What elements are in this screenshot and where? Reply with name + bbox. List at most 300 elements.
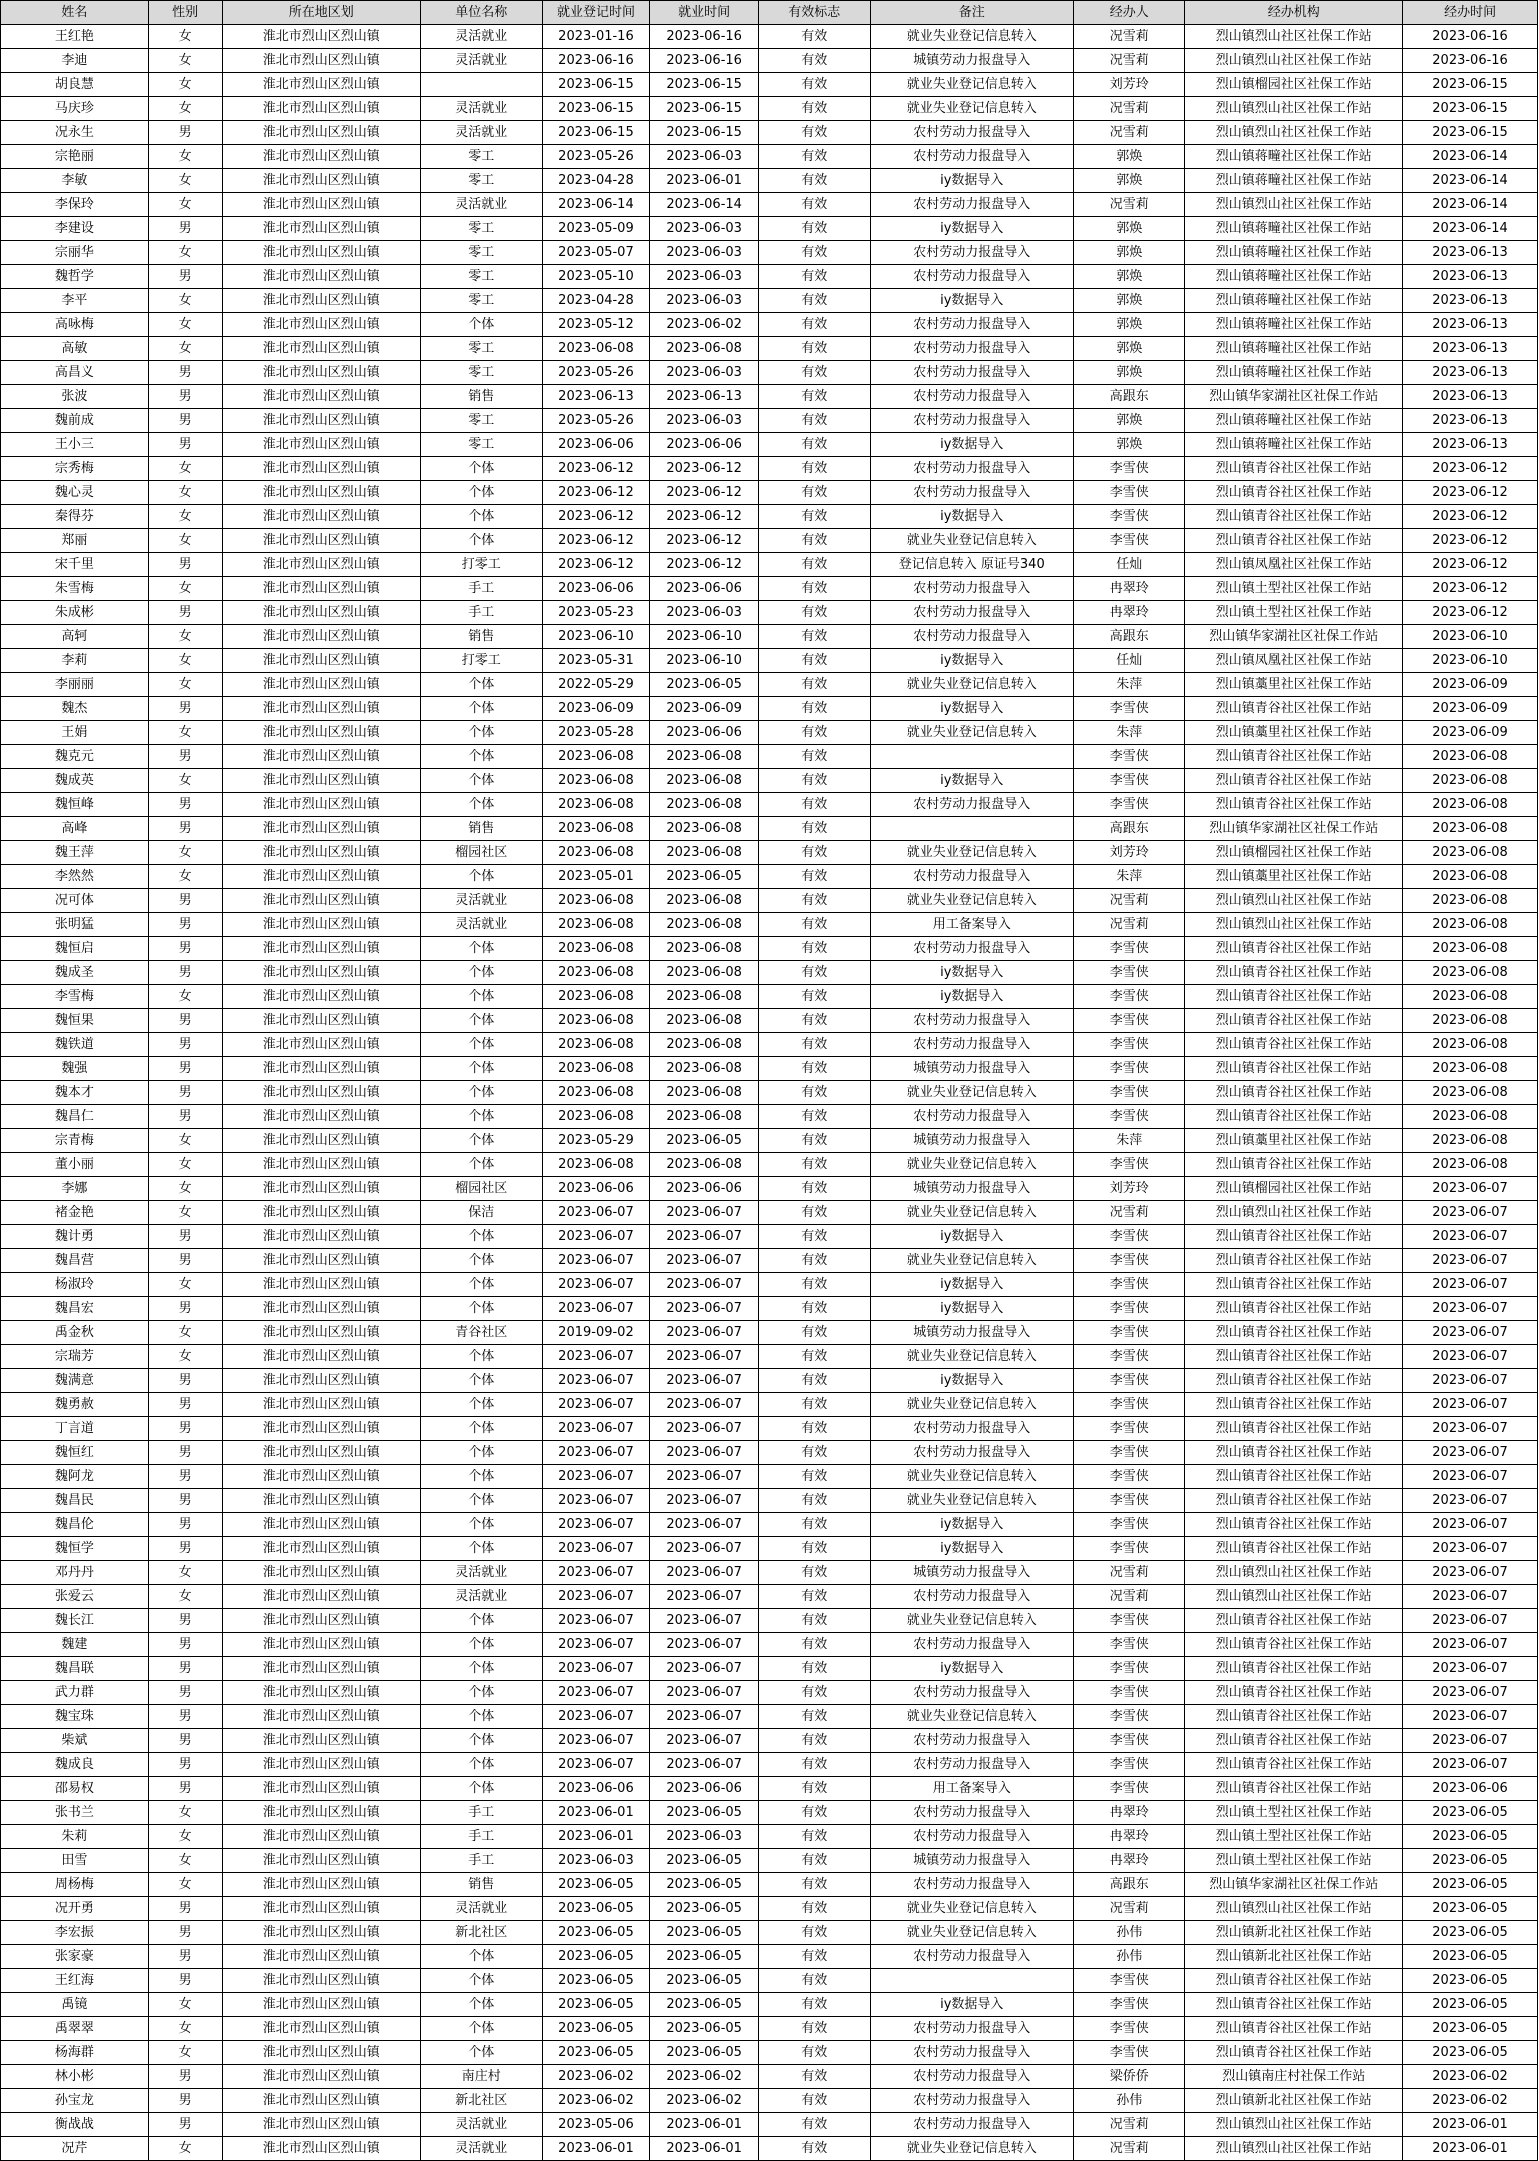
cell-agency: 烈山镇青谷社区社保工作站 [1185, 1657, 1403, 1681]
table-row [1, 1249, 1538, 1273]
cell-handled-date: 2023-06-07 [1403, 1249, 1538, 1273]
cell-agency: 烈山镇藁里社区社保工作站 [1185, 865, 1403, 889]
table-row [1, 313, 1538, 337]
cell-handler: 李雪侠 [1073, 1321, 1184, 1345]
cell-employment-date: 2023-06-02 [650, 2089, 759, 2113]
cell-unit-name: 个体 [420, 673, 542, 697]
cell-unit-name: 个体 [420, 1033, 542, 1057]
cell-agency: 烈山镇青谷社区社保工作站 [1185, 457, 1403, 481]
cell-district: 淮北市烈山区烈山镇 [222, 73, 420, 97]
table-row [1, 2113, 1538, 2137]
cell-valid-flag: 有效 [759, 1633, 870, 1657]
cell-remarks: 就业失业登记信息转入 [870, 1345, 1073, 1369]
table-row [1, 1417, 1538, 1441]
table-row [1, 289, 1538, 313]
cell-handler: 郭焕 [1073, 217, 1184, 241]
cell-registration-date: 2023-06-08 [542, 841, 650, 865]
cell-handler: 冉翠玲 [1073, 601, 1184, 625]
cell-gender: 女 [148, 2041, 222, 2065]
cell-district: 淮北市烈山区烈山镇 [222, 529, 420, 553]
cell-name: 衡战战 [1, 2113, 149, 2137]
cell-remarks: 城镇劳动力报盘导入 [870, 1057, 1073, 1081]
cell-handled-date: 2023-06-07 [1403, 1729, 1538, 1753]
cell-name: 武力群 [1, 1681, 149, 1705]
cell-agency: 烈山镇新北社区社保工作站 [1185, 1945, 1403, 1969]
cell-unit-name: 个体 [420, 1297, 542, 1321]
cell-remarks: iy数据导入 [870, 649, 1073, 673]
cell-employment-date: 2023-06-10 [650, 649, 759, 673]
cell-employment-date: 2023-06-07 [650, 1561, 759, 1585]
cell-unit-name: 个体 [420, 1969, 542, 1993]
cell-remarks: 就业失业登记信息转入 [870, 73, 1073, 97]
cell-valid-flag: 有效 [759, 937, 870, 961]
cell-registration-date: 2023-06-05 [542, 1969, 650, 1993]
table-row [1, 337, 1538, 361]
cell-name: 秦得芬 [1, 505, 149, 529]
cell-gender: 男 [148, 817, 222, 841]
cell-handled-date: 2023-06-08 [1403, 961, 1538, 985]
cell-unit-name: 个体 [420, 865, 542, 889]
cell-district: 淮北市烈山区烈山镇 [222, 1081, 420, 1105]
cell-agency: 烈山镇青谷社区社保工作站 [1185, 1537, 1403, 1561]
cell-employment-date: 2023-06-01 [650, 169, 759, 193]
cell-gender: 女 [148, 1801, 222, 1825]
column-header-remarks: 备注 [870, 1, 1073, 25]
cell-registration-date: 2023-06-02 [542, 2065, 650, 2089]
table-row [1, 385, 1538, 409]
cell-name: 李娜 [1, 1177, 149, 1201]
cell-handler: 况雪莉 [1073, 97, 1184, 121]
cell-gender: 男 [148, 1105, 222, 1129]
cell-handler: 李雪侠 [1073, 1537, 1184, 1561]
table-row [1, 889, 1538, 913]
cell-name: 宗秀梅 [1, 457, 149, 481]
cell-registration-date: 2019-09-02 [542, 1321, 650, 1345]
cell-name: 胡良慧 [1, 73, 149, 97]
cell-unit-name: 个体 [420, 2017, 542, 2041]
cell-unit-name: 零工 [420, 409, 542, 433]
cell-unit-name: 个体 [420, 529, 542, 553]
cell-remarks: 农村劳动力报盘导入 [870, 625, 1073, 649]
table-row [1, 73, 1538, 97]
cell-handler: 郭焕 [1073, 241, 1184, 265]
cell-name: 魏昌仁 [1, 1105, 149, 1129]
table-row [1, 1393, 1538, 1417]
cell-remarks: 农村劳动力报盘导入 [870, 2089, 1073, 2113]
cell-handled-date: 2023-06-07 [1403, 1609, 1538, 1633]
cell-gender: 男 [148, 745, 222, 769]
cell-district: 淮北市烈山区烈山镇 [222, 1369, 420, 1393]
cell-name: 魏恒红 [1, 1441, 149, 1465]
cell-employment-date: 2023-06-15 [650, 121, 759, 145]
cell-district: 淮北市烈山区烈山镇 [222, 1321, 420, 1345]
cell-valid-flag: 有效 [759, 529, 870, 553]
cell-unit-name: 保洁 [420, 1201, 542, 1225]
cell-gender: 男 [148, 217, 222, 241]
cell-name: 李敏 [1, 169, 149, 193]
table-row [1, 1009, 1538, 1033]
cell-agency: 烈山镇青谷社区社保工作站 [1185, 529, 1403, 553]
cell-unit-name: 个体 [420, 961, 542, 985]
cell-registration-date: 2023-06-06 [542, 577, 650, 601]
cell-remarks: iy数据导入 [870, 1225, 1073, 1249]
cell-gender: 女 [148, 145, 222, 169]
cell-remarks: 城镇劳动力报盘导入 [870, 1177, 1073, 1201]
cell-valid-flag: 有效 [759, 673, 870, 697]
cell-remarks: 农村劳动力报盘导入 [870, 1825, 1073, 1849]
table-row [1, 841, 1538, 865]
cell-handler: 李雪侠 [1073, 1273, 1184, 1297]
cell-remarks: 农村劳动力报盘导入 [870, 1873, 1073, 1897]
cell-district: 淮北市烈山区烈山镇 [222, 673, 420, 697]
table-row [1, 601, 1538, 625]
cell-district: 淮北市烈山区烈山镇 [222, 25, 420, 49]
cell-gender: 女 [148, 169, 222, 193]
cell-registration-date: 2023-06-07 [542, 1705, 650, 1729]
cell-valid-flag: 有效 [759, 697, 870, 721]
cell-unit-name: 个体 [420, 1777, 542, 1801]
table-row [1, 1681, 1538, 1705]
cell-agency: 烈山镇烈山社区社保工作站 [1185, 913, 1403, 937]
cell-gender: 男 [148, 433, 222, 457]
cell-valid-flag: 有效 [759, 505, 870, 529]
cell-employment-date: 2023-06-07 [650, 1633, 759, 1657]
cell-gender: 女 [148, 985, 222, 1009]
cell-gender: 女 [148, 49, 222, 73]
cell-gender: 男 [148, 1777, 222, 1801]
cell-name: 魏成圣 [1, 961, 149, 985]
cell-employment-date: 2023-06-16 [650, 25, 759, 49]
cell-registration-date: 2023-06-12 [542, 505, 650, 529]
cell-gender: 女 [148, 313, 222, 337]
cell-handled-date: 2023-06-08 [1403, 817, 1538, 841]
cell-handled-date: 2023-06-08 [1403, 1153, 1538, 1177]
cell-remarks [870, 1969, 1073, 1993]
cell-handled-date: 2023-06-08 [1403, 865, 1538, 889]
cell-district: 淮北市烈山区烈山镇 [222, 1273, 420, 1297]
cell-handler: 李雪侠 [1073, 1993, 1184, 2017]
cell-remarks: 农村劳动力报盘导入 [870, 265, 1073, 289]
cell-district: 淮北市烈山区烈山镇 [222, 217, 420, 241]
cell-handled-date: 2023-06-15 [1403, 121, 1538, 145]
cell-employment-date: 2023-06-05 [650, 1801, 759, 1825]
cell-gender: 女 [148, 73, 222, 97]
cell-handler: 况雪莉 [1073, 1897, 1184, 1921]
cell-handled-date: 2023-06-08 [1403, 793, 1538, 817]
cell-valid-flag: 有效 [759, 1345, 870, 1369]
cell-employment-date: 2023-06-07 [650, 1369, 759, 1393]
cell-name: 魏杰 [1, 697, 149, 721]
cell-unit-name: 个体 [420, 937, 542, 961]
cell-gender: 男 [148, 889, 222, 913]
cell-remarks: 农村劳动力报盘导入 [870, 937, 1073, 961]
cell-registration-date: 2023-06-07 [542, 1297, 650, 1321]
cell-agency: 烈山镇青谷社区社保工作站 [1185, 1681, 1403, 1705]
cell-employment-date: 2023-06-08 [650, 913, 759, 937]
cell-handled-date: 2023-06-16 [1403, 49, 1538, 73]
cell-employment-date: 2023-06-12 [650, 553, 759, 577]
cell-valid-flag: 有效 [759, 2065, 870, 2089]
cell-name: 孙宝龙 [1, 2089, 149, 2113]
cell-registration-date: 2023-06-13 [542, 385, 650, 409]
table-row [1, 529, 1538, 553]
cell-registration-date: 2023-06-07 [542, 1393, 650, 1417]
cell-name: 禹翠翠 [1, 2017, 149, 2041]
table-row [1, 1609, 1538, 1633]
cell-district: 淮北市烈山区烈山镇 [222, 1465, 420, 1489]
cell-registration-date: 2023-05-09 [542, 217, 650, 241]
cell-unit-name: 个体 [420, 721, 542, 745]
cell-valid-flag: 有效 [759, 649, 870, 673]
cell-district: 淮北市烈山区烈山镇 [222, 2089, 420, 2113]
cell-unit-name: 个体 [420, 769, 542, 793]
cell-valid-flag: 有效 [759, 2041, 870, 2065]
cell-valid-flag: 有效 [759, 1513, 870, 1537]
table-row [1, 1849, 1538, 1873]
cell-unit-name: 个体 [420, 985, 542, 1009]
cell-registration-date: 2023-06-07 [542, 1369, 650, 1393]
cell-district: 淮北市烈山区烈山镇 [222, 2017, 420, 2041]
cell-registration-date: 2023-06-08 [542, 985, 650, 1009]
cell-name: 宗瑞芳 [1, 1345, 149, 1369]
cell-agency: 烈山镇青谷社区社保工作站 [1185, 1729, 1403, 1753]
cell-district: 淮北市烈山区烈山镇 [222, 1657, 420, 1681]
cell-valid-flag: 有效 [759, 1657, 870, 1681]
cell-registration-date: 2023-06-08 [542, 937, 650, 961]
cell-registration-date: 2023-06-08 [542, 793, 650, 817]
cell-agency: 烈山镇青谷社区社保工作站 [1185, 1297, 1403, 1321]
cell-handler: 李雪侠 [1073, 1681, 1184, 1705]
table-row [1, 2065, 1538, 2089]
cell-gender: 女 [148, 241, 222, 265]
cell-name: 王红海 [1, 1969, 149, 1993]
cell-unit-name: 个体 [420, 1105, 542, 1129]
cell-registration-date: 2023-06-08 [542, 1009, 650, 1033]
cell-remarks: 农村劳动力报盘导入 [870, 1681, 1073, 1705]
cell-handled-date: 2023-06-07 [1403, 1561, 1538, 1585]
cell-employment-date: 2023-06-08 [650, 985, 759, 1009]
cell-gender: 女 [148, 625, 222, 649]
cell-valid-flag: 有效 [759, 577, 870, 601]
cell-district: 淮北市烈山区烈山镇 [222, 457, 420, 481]
cell-employment-date: 2023-06-07 [650, 1417, 759, 1441]
cell-employment-date: 2023-06-08 [650, 769, 759, 793]
cell-valid-flag: 有效 [759, 73, 870, 97]
cell-gender: 女 [148, 769, 222, 793]
cell-agency: 烈山镇藁里社区社保工作站 [1185, 673, 1403, 697]
cell-handled-date: 2023-06-02 [1403, 2089, 1538, 2113]
cell-remarks: 用工备案导入 [870, 913, 1073, 937]
cell-district: 淮北市烈山区烈山镇 [222, 1153, 420, 1177]
table-row [1, 145, 1538, 169]
cell-name: 李雪梅 [1, 985, 149, 1009]
cell-registration-date: 2023-04-28 [542, 289, 650, 313]
cell-district: 淮北市烈山区烈山镇 [222, 1681, 420, 1705]
cell-name: 高轲 [1, 625, 149, 649]
cell-name: 张家豪 [1, 1945, 149, 1969]
column-header-agency: 经办机构 [1185, 1, 1403, 25]
cell-handler: 孙伟 [1073, 1945, 1184, 1969]
cell-agency: 烈山镇蒋疃社区社保工作站 [1185, 241, 1403, 265]
cell-registration-date: 2023-01-16 [542, 25, 650, 49]
cell-district: 淮北市烈山区烈山镇 [222, 409, 420, 433]
cell-gender: 女 [148, 1585, 222, 1609]
cell-handler: 李雪侠 [1073, 1777, 1184, 1801]
cell-name: 邵易权 [1, 1777, 149, 1801]
cell-employment-date: 2023-06-08 [650, 337, 759, 361]
cell-registration-date: 2023-06-15 [542, 121, 650, 145]
cell-remarks: iy数据导入 [870, 1369, 1073, 1393]
cell-remarks: 农村劳动力报盘导入 [870, 2065, 1073, 2089]
table-row [1, 25, 1538, 49]
cell-name: 邓丹丹 [1, 1561, 149, 1585]
cell-employment-date: 2023-06-07 [650, 1753, 759, 1777]
table-row [1, 1729, 1538, 1753]
cell-name: 魏心灵 [1, 481, 149, 505]
cell-district: 淮北市烈山区烈山镇 [222, 313, 420, 337]
table-row [1, 169, 1538, 193]
cell-employment-date: 2023-06-13 [650, 385, 759, 409]
cell-gender: 男 [148, 1393, 222, 1417]
cell-handler: 况雪莉 [1073, 49, 1184, 73]
cell-unit-name: 个体 [420, 313, 542, 337]
cell-unit-name: 打零工 [420, 553, 542, 577]
cell-handler: 朱萍 [1073, 673, 1184, 697]
cell-employment-date: 2023-06-07 [650, 1225, 759, 1249]
cell-remarks [870, 817, 1073, 841]
cell-handled-date: 2023-06-12 [1403, 553, 1538, 577]
cell-remarks [870, 745, 1073, 769]
cell-agency: 烈山镇蒋疃社区社保工作站 [1185, 361, 1403, 385]
cell-registration-date: 2023-05-26 [542, 145, 650, 169]
cell-registration-date: 2023-06-07 [542, 1633, 650, 1657]
cell-valid-flag: 有效 [759, 1465, 870, 1489]
cell-district: 淮北市烈山区烈山镇 [222, 1201, 420, 1225]
cell-handled-date: 2023-06-12 [1403, 577, 1538, 601]
cell-gender: 女 [148, 1177, 222, 1201]
cell-handler: 朱萍 [1073, 721, 1184, 745]
cell-agency: 烈山镇青谷社区社保工作站 [1185, 481, 1403, 505]
table-row [1, 2137, 1538, 2161]
cell-unit-name: 打零工 [420, 649, 542, 673]
cell-registration-date: 2023-06-12 [542, 457, 650, 481]
cell-handler: 况雪莉 [1073, 2113, 1184, 2137]
cell-handler: 况雪莉 [1073, 2137, 1184, 2161]
table-row [1, 625, 1538, 649]
cell-remarks: 农村劳动力报盘导入 [870, 1753, 1073, 1777]
cell-employment-date: 2023-06-08 [650, 1009, 759, 1033]
cell-name: 张明猛 [1, 913, 149, 937]
table-row [1, 985, 1538, 1009]
cell-registration-date: 2023-05-07 [542, 241, 650, 265]
cell-name: 魏哲学 [1, 265, 149, 289]
cell-unit-name: 个体 [420, 1753, 542, 1777]
cell-handler: 李雪侠 [1073, 1345, 1184, 1369]
cell-registration-date: 2023-06-05 [542, 1993, 650, 2017]
cell-district: 淮北市烈山区烈山镇 [222, 1057, 420, 1081]
table-row [1, 1033, 1538, 1057]
cell-district: 淮北市烈山区烈山镇 [222, 265, 420, 289]
cell-registration-date: 2023-05-26 [542, 409, 650, 433]
cell-unit-name: 销售 [420, 385, 542, 409]
cell-district: 淮北市烈山区烈山镇 [222, 1105, 420, 1129]
cell-handler: 梁侨侨 [1073, 2065, 1184, 2089]
cell-handler: 任灿 [1073, 553, 1184, 577]
cell-employment-date: 2023-06-08 [650, 937, 759, 961]
cell-valid-flag: 有效 [759, 721, 870, 745]
cell-district: 淮北市烈山区烈山镇 [222, 1825, 420, 1849]
cell-handler: 李雪侠 [1073, 1609, 1184, 1633]
cell-agency: 烈山镇蒋疃社区社保工作站 [1185, 265, 1403, 289]
table-row [1, 769, 1538, 793]
cell-valid-flag: 有效 [759, 553, 870, 577]
table-row [1, 1897, 1538, 1921]
cell-gender: 男 [148, 1633, 222, 1657]
cell-gender: 女 [148, 193, 222, 217]
cell-name: 魏昌营 [1, 1249, 149, 1273]
cell-name: 王红艳 [1, 25, 149, 49]
cell-name: 况芹 [1, 2137, 149, 2161]
cell-handled-date: 2023-06-08 [1403, 1033, 1538, 1057]
cell-name: 柴斌 [1, 1729, 149, 1753]
cell-unit-name [420, 73, 542, 97]
cell-district: 淮北市烈山区烈山镇 [222, 913, 420, 937]
cell-remarks: 农村劳动力报盘导入 [870, 577, 1073, 601]
cell-handled-date: 2023-06-09 [1403, 721, 1538, 745]
cell-unit-name: 销售 [420, 625, 542, 649]
cell-handled-date: 2023-06-07 [1403, 1321, 1538, 1345]
cell-registration-date: 2023-06-08 [542, 1153, 650, 1177]
cell-remarks: 农村劳动力报盘导入 [870, 145, 1073, 169]
cell-handler: 朱萍 [1073, 865, 1184, 889]
cell-gender: 男 [148, 1945, 222, 1969]
cell-unit-name: 个体 [420, 1681, 542, 1705]
cell-remarks: 农村劳动力报盘导入 [870, 865, 1073, 889]
cell-name: 魏满意 [1, 1369, 149, 1393]
cell-handled-date: 2023-06-08 [1403, 841, 1538, 865]
cell-employment-date: 2023-06-05 [650, 1129, 759, 1153]
cell-handler: 郭焕 [1073, 145, 1184, 169]
cell-district: 淮北市烈山区烈山镇 [222, 1753, 420, 1777]
cell-registration-date: 2023-06-07 [542, 1225, 650, 1249]
cell-agency: 烈山镇青谷社区社保工作站 [1185, 1153, 1403, 1177]
cell-registration-date: 2023-06-06 [542, 1177, 650, 1201]
cell-unit-name: 手工 [420, 577, 542, 601]
table-row [1, 1297, 1538, 1321]
cell-valid-flag: 有效 [759, 1825, 870, 1849]
cell-name: 况开勇 [1, 1897, 149, 1921]
cell-employment-date: 2023-06-07 [650, 1729, 759, 1753]
cell-remarks: iy数据导入 [870, 769, 1073, 793]
cell-valid-flag: 有效 [759, 793, 870, 817]
cell-agency: 烈山镇青谷社区社保工作站 [1185, 1225, 1403, 1249]
cell-district: 淮北市烈山区烈山镇 [222, 1633, 420, 1657]
cell-unit-name: 个体 [420, 1369, 542, 1393]
cell-name: 张书兰 [1, 1801, 149, 1825]
cell-registration-date: 2023-04-28 [542, 169, 650, 193]
cell-name: 高峰 [1, 817, 149, 841]
cell-remarks: 农村劳动力报盘导入 [870, 1033, 1073, 1057]
cell-gender: 男 [148, 1081, 222, 1105]
cell-gender: 男 [148, 1513, 222, 1537]
cell-remarks: 就业失业登记信息转入 [870, 841, 1073, 865]
cell-unit-name: 个体 [420, 1249, 542, 1273]
cell-name: 魏恒峰 [1, 793, 149, 817]
cell-handled-date: 2023-06-14 [1403, 145, 1538, 169]
cell-valid-flag: 有效 [759, 841, 870, 865]
cell-gender: 女 [148, 1345, 222, 1369]
cell-name: 魏宝珠 [1, 1705, 149, 1729]
